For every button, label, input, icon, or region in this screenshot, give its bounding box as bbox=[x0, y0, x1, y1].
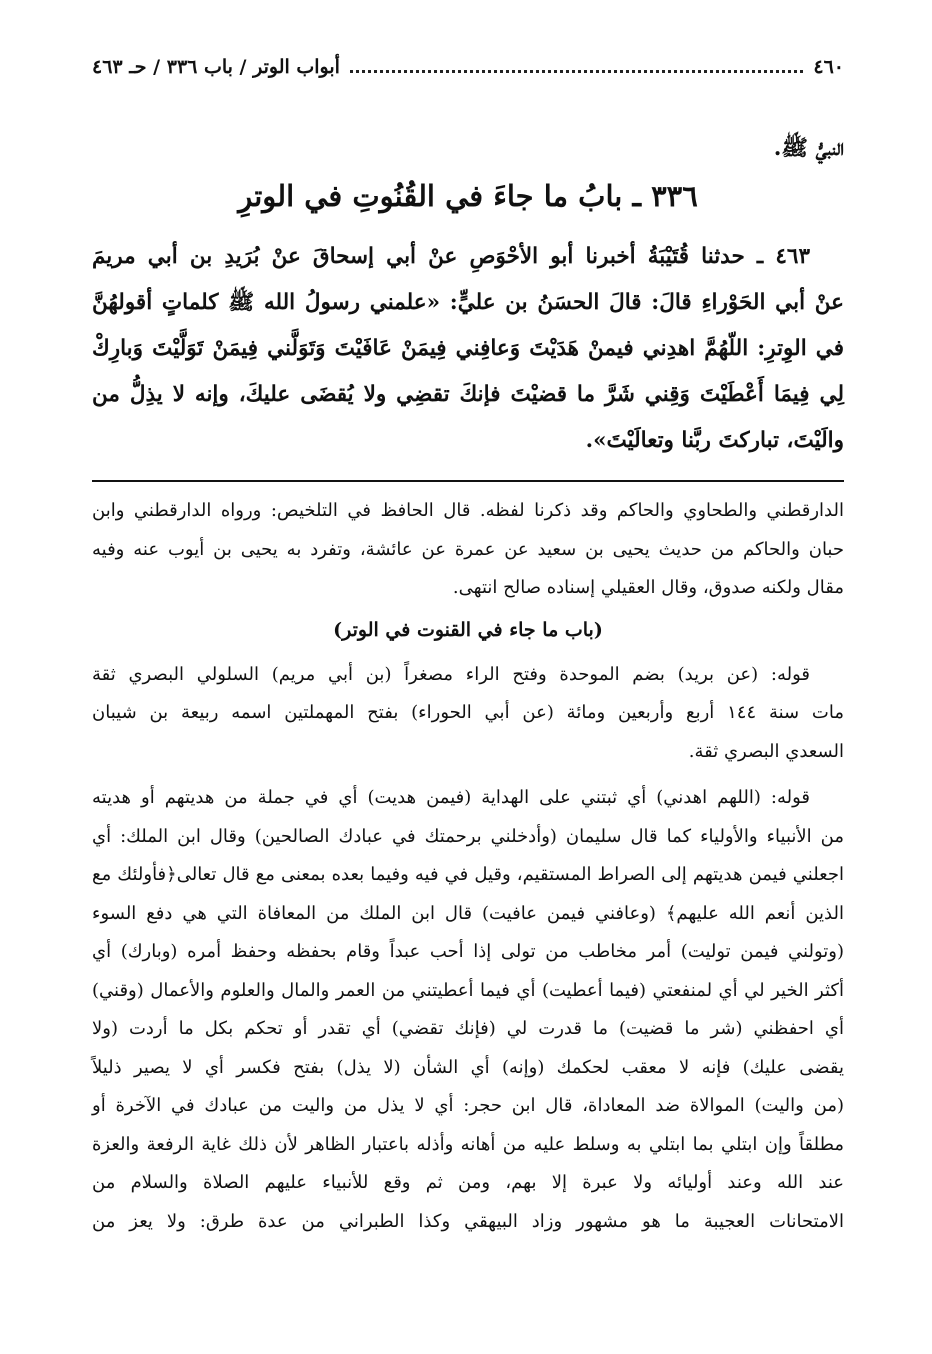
commentary-line: أي احفظني (شر ما قضيت) ما قدرت لي (فإنك تقضي) أي تقدر أو تحكم بكل ما أردت (ولا bbox=[92, 1018, 844, 1039]
paragraph-gap bbox=[92, 771, 844, 779]
commentary-line: يقضى عليك) فإنه لا معقب لحكمك (وإنه) أي الشأن (لا يذل) بفتح فكسر أي لا يصير ذليلاً bbox=[92, 1056, 844, 1078]
hadith-line: والَيْتَ، تباركتَ ربَّنا وتعالَيْتَ». bbox=[585, 428, 844, 453]
header-leader-dots bbox=[350, 58, 803, 73]
hadith-line: عنْ أبي الحَوْراءِ قالَ: قالَ الحسَنُ بن عليٍّ: «علمني رسولُ الله ﷺ كلماتٍ أقولهُنَّ bbox=[92, 290, 844, 315]
commentary bbox=[92, 492, 844, 1241]
commentary-line: الذين أنعم الله عليهم﴾ (وعافني فيمن عافيت) قال ابن الملك من المعافاة التي هي دفع السوء bbox=[92, 902, 844, 924]
commentary-line: من الأنبياء والأولياء كما قال سليمان (وأدخلني برحمتك في عبادك الصالحين) وقال ابن الملك: أي bbox=[92, 825, 844, 847]
commentary-line: عند الله وعند أوليائه ولا عبرة إلا بهم، ومن ثم وقع للأنبياء عليهم الصلاة والسلام من bbox=[92, 1172, 844, 1193]
commentary-line: مطلقاً وإن ابتلي بما ابتلي به وسلط عليه من أهانه وأذله باعتبار الظاهر لأن ذلك غاية الرفعة والعزة bbox=[92, 1133, 844, 1155]
running-header bbox=[92, 56, 844, 90]
hadith-line: لِي فِيمَا أَعْطَيْتَ وَقِني شَرَّ ما قضيْتَ فإنكَ تقضِي ولا يُقضَى عليكَ، وإنه لا يذِلُّ من bbox=[92, 382, 844, 407]
running-title: أبواب الوتر / باب ٣٣٦ / حـ ٤٦٣ bbox=[92, 56, 340, 78]
page-number: ٤٦٠ bbox=[813, 56, 844, 78]
commentary-line: (وتولني فيمن توليت) أمر مخاطب من تولى إذا أحب عبداً وقام بحفظه وحفظ أمره (وبارك) أي bbox=[92, 941, 844, 962]
commentary-sub-heading: (باب ما جاء في القنوت في الوتر) bbox=[333, 618, 603, 641]
commentary-line: قوله: (عن بريد) بضم الموحدة وفتح الراء مصغراً (بن أبي مريم) السلولي البصري ثقة bbox=[92, 663, 810, 685]
commentary-line: السعدي البصري ثقة. bbox=[688, 740, 844, 762]
chapter-title: ٣٣٦ ـ بابُ ما جاءَ في القُنُوتِ في الوترِ bbox=[238, 179, 698, 213]
commentary-line: (من واليت) الموالاة ضد المعاداة، قال ابن حجر: أي لا يذل من واليت من عبادك في الآخرة أو bbox=[92, 1095, 844, 1116]
hadith-line: في الوِترِ: اللّهُمَّ اهدِني فيمنْ هَدَيْتَ وَعافِني فِيمَنْ عَافَيْتَ وَتَوَلَّني فِيمَنْ تَوَلَّيْتَ وَبارِكْ bbox=[92, 336, 844, 361]
commentary-line: قوله: (اللهم اهدني) أي ثبتني على الهداية (فيمن هديت) أي في جملة من هديتهم أو هديته bbox=[92, 787, 810, 808]
hadith-text bbox=[92, 234, 844, 464]
commentary-line: مقال ولكنه صدوق، وقال العقيلي إسناده صالح انتهى. bbox=[452, 577, 844, 598]
separator-rule bbox=[92, 480, 844, 482]
hadith-line: ٤٦٣ ـ حدثنا قُتَيْبَةُ أخبرنا أبو الأحْوَصِ عنْ أبي إسحاقَ عنْ بُرَيدِ بن أبي مريمَ bbox=[92, 244, 810, 269]
commentary-line: مات سنة ١٤٤ أربع وأربعين ومائة (عن أبي الحوراء) بفتح المهملتين اسمه ربيعة بن شيبان bbox=[92, 702, 844, 723]
page bbox=[92, 56, 844, 1336]
commentary-line: الدارقطني والطحاوي والحاكم وقد ذكرنا لفظه. قال الحافظ في التلخيص: ورواه الدارقطني وابن bbox=[92, 500, 844, 521]
commentary-line: أكثر الخير لي أي لمنفعتي (فيما أعطيت) أي فيما أعطيتني من العمر والمال والعلوم والأعمال (وقني) bbox=[92, 979, 844, 1001]
carry-over-text: النبيُّ ﷺ. bbox=[773, 135, 844, 161]
commentary-line: اجعلني فيمن هديتهم إلى الصراط المستقيم، وقيل في فيه وفيما بعده بمعنى مع قال تعالى﴿فأولئك مع bbox=[92, 864, 844, 885]
commentary-line: حبان والحاكم من حديث يحيى بن سعيد عن عمرة عن عائشة، وتفرد به يحيى بن أيوب عنه وفيه bbox=[92, 538, 844, 560]
commentary-line: الامتحانات العجيبة ما هو مشهور وزاد البيهقي وكذا الطبراني من عدة طرق: ولا يعز من bbox=[92, 1210, 844, 1232]
